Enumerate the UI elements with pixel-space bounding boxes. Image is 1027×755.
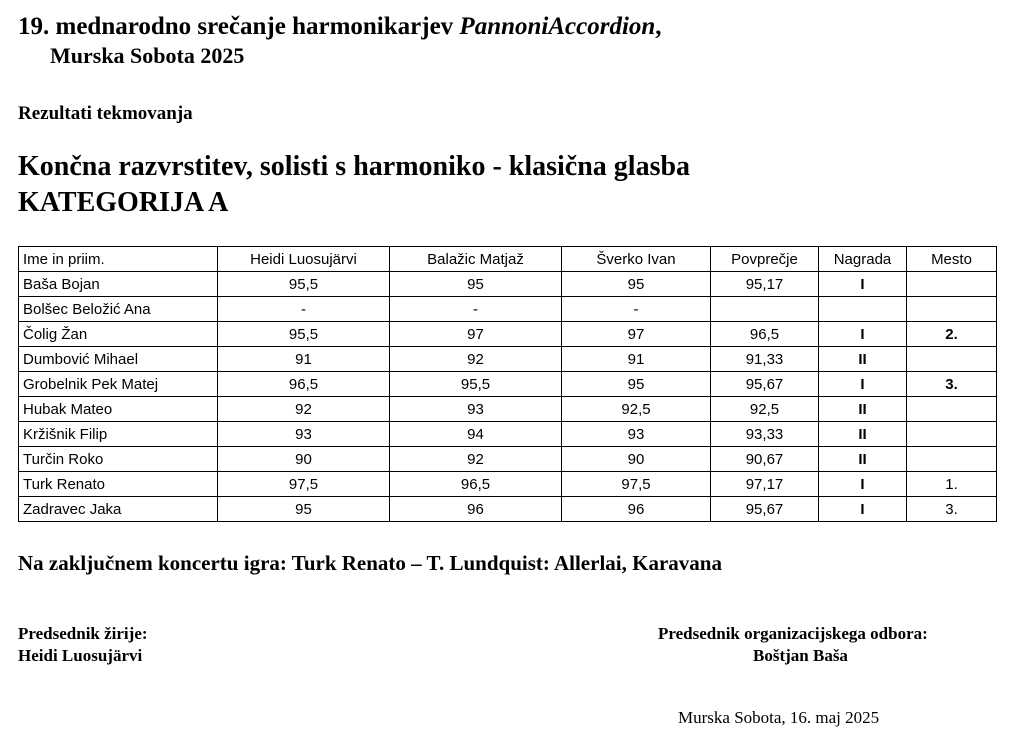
place: [907, 347, 997, 372]
juror-3-score: 91: [562, 347, 711, 372]
average-score: 93,33: [711, 422, 819, 447]
juror-1-score: 97,5: [218, 472, 390, 497]
juror-2-score: 93: [390, 397, 562, 422]
column-header-average: Povprečje: [711, 247, 819, 272]
competitor-name: Dumbović Mihael: [19, 347, 218, 372]
place-date: Murska Sobota, 16. maj 2025: [678, 708, 880, 727]
place: 1.: [907, 472, 997, 497]
award: I: [819, 322, 907, 347]
award: [819, 297, 907, 322]
event-title-suffix: ,: [655, 13, 662, 40]
column-header-place: Mesto: [907, 247, 997, 272]
juror-2-score: 95: [390, 272, 562, 297]
jury-president-label: Predsednik žirije:: [18, 624, 148, 643]
column-header-juror-3: Šverko Ivan: [562, 247, 711, 272]
average-score: 95,67: [711, 372, 819, 397]
average-score: [711, 297, 819, 322]
juror-3-score: 96: [562, 497, 711, 522]
juror-3-score: 95: [562, 272, 711, 297]
award: II: [819, 447, 907, 472]
juror-3-score: -: [562, 297, 711, 322]
table-row: [19, 347, 997, 372]
competitor-name: Kržišnik Filip: [19, 422, 218, 447]
place: [907, 447, 997, 472]
juror-1-score: 93: [218, 422, 390, 447]
table-row: [19, 272, 997, 297]
event-title: [18, 12, 662, 42]
committee-president-label: Predsednik organizacijskega odbora:: [658, 624, 928, 643]
juror-2-score: -: [390, 297, 562, 322]
award: II: [819, 422, 907, 447]
table-row: [19, 322, 997, 347]
place: [907, 422, 997, 447]
award: I: [819, 472, 907, 497]
table-row: [19, 297, 997, 322]
juror-1-score: 91: [218, 347, 390, 372]
juror-3-score: 95: [562, 372, 711, 397]
jury-president-name: Heidi Luosujärvi: [18, 646, 143, 665]
juror-2-score: 92: [390, 347, 562, 372]
table-row: [19, 397, 997, 422]
juror-2-score: 96: [390, 497, 562, 522]
ranking-title: Končna razvrstitev, solisti s harmoniko - klasična glasba: [18, 151, 691, 182]
juror-3-score: 97,5: [562, 472, 711, 497]
juror-3-score: 90: [562, 447, 711, 472]
juror-2-score: 94: [390, 422, 562, 447]
place: [907, 272, 997, 297]
juror-2-score: 92: [390, 447, 562, 472]
table-row: [19, 497, 997, 522]
juror-1-score: -: [218, 297, 390, 322]
competitor-name: Turk Renato: [19, 472, 218, 497]
results-heading: Rezultati tekmovanja: [18, 103, 193, 124]
table-header-row: [19, 247, 997, 272]
award: II: [819, 347, 907, 372]
competitor-name: Grobelnik Pek Matej: [19, 372, 218, 397]
juror-3-score: 97: [562, 322, 711, 347]
table-row: [19, 447, 997, 472]
juror-3-score: 93: [562, 422, 711, 447]
place: 3.: [907, 372, 997, 397]
place: [907, 397, 997, 422]
award: I: [819, 372, 907, 397]
average-score: 90,67: [711, 447, 819, 472]
average-score: 95,67: [711, 497, 819, 522]
competitor-name: Baša Bojan: [19, 272, 218, 297]
event-title-prefix: 19. mednarodno srečanje harmonikarjev: [18, 13, 460, 40]
column-header-juror-2: Balažic Matjaž: [390, 247, 562, 272]
table-row: [19, 422, 997, 447]
average-score: 92,5: [711, 397, 819, 422]
competitor-name: Turčin Roko: [19, 447, 218, 472]
competitor-name: Zadravec Jaka: [19, 497, 218, 522]
table-row: [19, 472, 997, 497]
column-header-name: Ime in priim.: [19, 247, 218, 272]
average-score: 96,5: [711, 322, 819, 347]
committee-president-name: Boštjan Baša: [753, 646, 848, 665]
event-name: PannoniAccordion: [459, 13, 656, 40]
juror-1-score: 96,5: [218, 372, 390, 397]
category-title: KATEGORIJA A: [18, 187, 229, 218]
juror-1-score: 92: [218, 397, 390, 422]
juror-2-score: 96,5: [390, 472, 562, 497]
juror-1-score: 95,5: [218, 272, 390, 297]
juror-2-score: 95,5: [390, 372, 562, 397]
average-score: 91,33: [711, 347, 819, 372]
results-table: [18, 246, 997, 522]
juror-2-score: 97: [390, 322, 562, 347]
event-place-year: Murska Sobota 2025: [50, 43, 245, 68]
competitor-name: Hubak Mateo: [19, 397, 218, 422]
place: [907, 297, 997, 322]
juror-1-score: 95,5: [218, 322, 390, 347]
juror-3-score: 92,5: [562, 397, 711, 422]
award: I: [819, 272, 907, 297]
average-score: 95,17: [711, 272, 819, 297]
competitor-name: Čolig Žan: [19, 322, 218, 347]
average-score: 97,17: [711, 472, 819, 497]
results-table-body: [19, 272, 997, 522]
place: 3.: [907, 497, 997, 522]
table-row: [19, 372, 997, 397]
juror-1-score: 90: [218, 447, 390, 472]
award: I: [819, 497, 907, 522]
award: II: [819, 397, 907, 422]
place: 2.: [907, 322, 997, 347]
column-header-award: Nagrada: [819, 247, 907, 272]
juror-1-score: 95: [218, 497, 390, 522]
column-header-juror-1: Heidi Luosujärvi: [218, 247, 390, 272]
closing-concert-line: Na zaključnem koncertu igra: Turk Renato – T. Lundquist: Allerlai, Karavana: [18, 551, 722, 575]
competitor-name: Bolšec Beložić Ana: [19, 297, 218, 322]
